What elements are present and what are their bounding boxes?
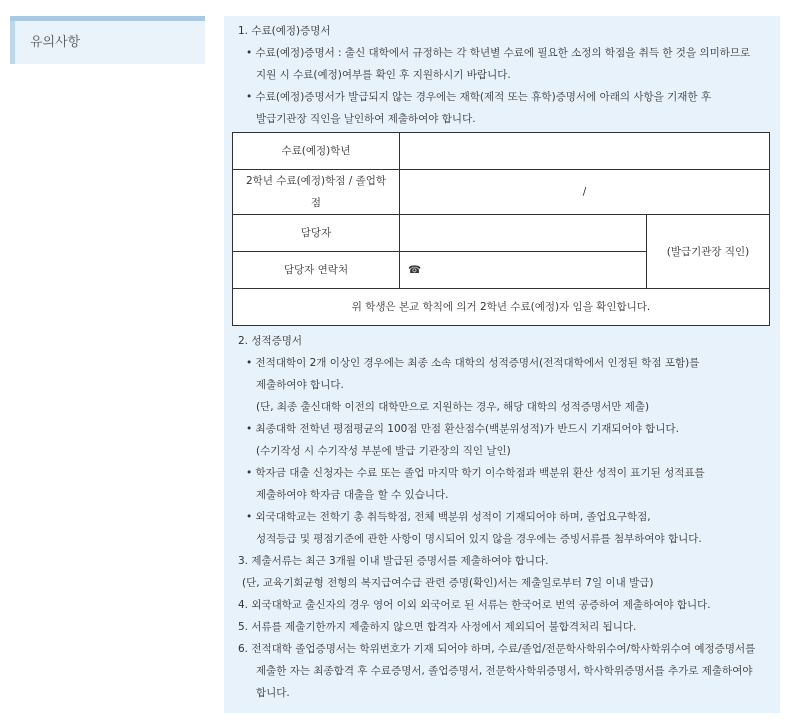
section2-line: • 외국대학교는 전학기 총 취득학점, 전체 백분위 성적이 기재되어야 하며, 졸업요구학점,: [246, 511, 651, 523]
cell-confirm-footer: 위 학생은 본교 학칙에 의거 2학년 수료(예정)자 임을 확인합니다.: [233, 289, 770, 326]
section2-line: • 최종대학 전학년 평점평균의 100점 만점 환산점수(백분위성적)가 반드시 기재되어야 합니다.: [246, 423, 679, 435]
section4-heading: 4. 외국대학교 출신자의 경우 영어 이외 외국어로 된 서류는 한국어로 번역 공증하여 제출하여야 합니다.: [238, 599, 711, 611]
section1-line: 발급기관장 직인을 날인하여 제출하여야 합니다.: [256, 113, 476, 125]
notice-sidebar-card: [10, 16, 205, 64]
cell-seal: (발급기관장 직인): [647, 215, 770, 289]
section2-line: (단, 최종 출신대학 이전의 대학만으로 지원하는 경우, 해당 대학의 성적증명서만 제출): [256, 401, 650, 413]
sidebar-title: 유의사항: [30, 35, 81, 50]
section2-line: (수기작성 시 수기작성 부분에 발급 기관장의 직인 날인): [256, 445, 511, 457]
cell-contact-value: ☎: [400, 252, 647, 289]
section6-line: 제출한 자는 최종합격 후 수료증명서, 졸업증명서, 전문학사학위증명서, 학사학위증명서를 추가로 제출하여야: [256, 665, 753, 677]
cell-contact-label: 담당자 연락처: [233, 252, 400, 289]
cell-grade-value: [400, 133, 770, 170]
section2-heading: 2. 성적증명서: [238, 335, 303, 347]
section1-heading: 1. 수료(예정)증명서: [238, 25, 331, 37]
section5-heading: 5. 서류를 제출기한까지 제출하지 않으면 합격자 사정에서 제외되어 불합격처리 됩니다.: [238, 621, 637, 633]
section1-line: 지원 시 수료(예정)여부를 확인 후 지원하시기 바랍니다.: [256, 69, 511, 81]
cell-grade-label: 수료(예정)학년: [233, 133, 400, 170]
section2-line: 제출하여야 학자금 대출을 할 수 있습니다.: [256, 489, 449, 501]
notice-content: [224, 16, 780, 713]
sidebar-accent-bar: [10, 21, 15, 64]
certificate-table: [232, 132, 770, 326]
section6-heading: 6. 전적대학 졸업증명서는 학위번호가 기재 되어야 하며, 수료/졸업/전문학사학위수여/학사학위수여 예정증명서를: [238, 643, 756, 655]
cell-credits-label: 2학년 수료(예정)학점 / 졸업학점: [233, 170, 400, 215]
section2-line: 제출하여야 합니다.: [256, 379, 344, 391]
section6-line: 합니다.: [256, 687, 290, 699]
section2-line: 성적등급 및 평점기준에 관한 사항이 명시되어 있지 않을 경우에는 증빙서류를 첨부하여야 합니다.: [256, 533, 702, 545]
cell-credits-value: /: [400, 170, 770, 215]
cell-manager-label: 담당자: [233, 215, 400, 252]
section2-line: • 전적대학이 2개 이상인 경우에는 최종 소속 대학의 성적증명서(전적대학에서 인정된 학점 포함)를: [246, 357, 700, 369]
cell-manager-value: [400, 215, 647, 252]
section1-line: • 수료(예정)증명서가 발급되지 않는 경우에는 재학(제적 또는 휴학)증명서에 아래의 사항을 기재한 후: [246, 91, 712, 103]
section3-note: (단, 교육기회균형 전형의 복지급여수급 관련 증명(확인)서는 제출일로부터 7일 이내 발급): [242, 577, 654, 589]
section3-heading: 3. 제출서류는 최근 3개월 이내 발급된 증명서를 제출하여야 합니다.: [238, 555, 549, 567]
section2-line: • 학자금 대출 신청자는 수료 또는 졸업 마지막 학기 이수학점과 백분위 환산 성적이 표기된 성적표를: [246, 467, 705, 479]
section1-line: • 수료(예정)증명서 : 출신 대학에서 규정하는 각 학년별 수료에 필요한 소정의 학점을 취득 한 것을 의미하므로: [246, 47, 751, 59]
